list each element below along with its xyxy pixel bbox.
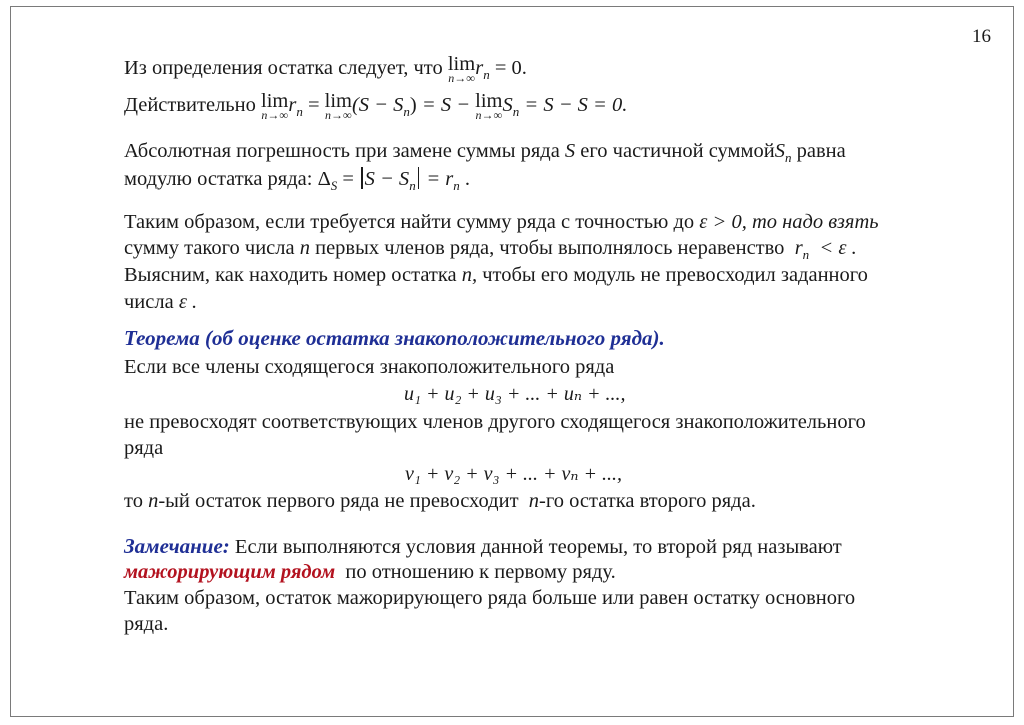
remark-label: Замечание: [124,534,230,558]
remark-line-2: мажорирующим рядом по отношению к первому ряду. [124,561,616,583]
lim-operator: lim n→∞ [447,53,476,85]
para2-line-4: числа ε . [124,291,198,313]
para2-line-2: сумму такого числа n первых членов ряда, чтобы выполнялось неравенство $r_n < \varepsilon$ . [124,237,857,262]
page-number: 16 [972,26,991,47]
para2-line-3: Выясним, как находить номер остатка n, чтобы его модуль не превосходил заданного [124,264,868,286]
para2-line-1: Таким образом, если требуется найти сумму ряда с точностью до ε > 0, то надо взять [124,211,879,233]
theorem-conclusion: то n-ый остаток первого ряда не превосходит n-го остатка второго ряда. [124,490,756,512]
remark-line-3: Таким образом, остаток мажорирующего ряда больше или равен остатку основного [124,587,856,609]
theorem-title: Теорема (об оценке остатка знакоположительного ряда). [124,326,665,350]
abs-error-line-1: Абсолютная погрешность при замене суммы ряда S его частичной суммойS$_n$ равна [124,140,846,165]
series-u: u₁ + u₂ + u₃ + ... + uₙ + ..., [404,383,626,405]
remark-line-4: ряда. [124,613,169,635]
limit-statement: Из определения остатка следует, что lim n→∞ $r_n = 0$. [124,53,527,85]
theorem-line-1: Если все члены сходящегося знакоположительного ряда [124,356,615,378]
remark-line-1: Замечание: Если выполняются условия данной теоремы, то второй ряд называют [124,534,842,558]
theorem-line-3: ряда [124,437,164,459]
limit-proof: Действительно lim n→∞ $r_n$ = lim n→∞ $(S - S_n) = S$ − lim n→∞ $S_n = S - S = 0$. [124,90,628,122]
abs-error-line-2: модулю остатка ряда: $\Delta_S = S - S_n = r_n$ . [124,168,470,193]
majorant-term: мажорирующим рядом [124,561,336,583]
theorem-line-2: не превосходят соответствующих членов другого сходящегося знакоположительного [124,411,866,433]
series-v: v₁ + v₂ + v₃ + ... + vₙ + ..., [405,463,622,485]
